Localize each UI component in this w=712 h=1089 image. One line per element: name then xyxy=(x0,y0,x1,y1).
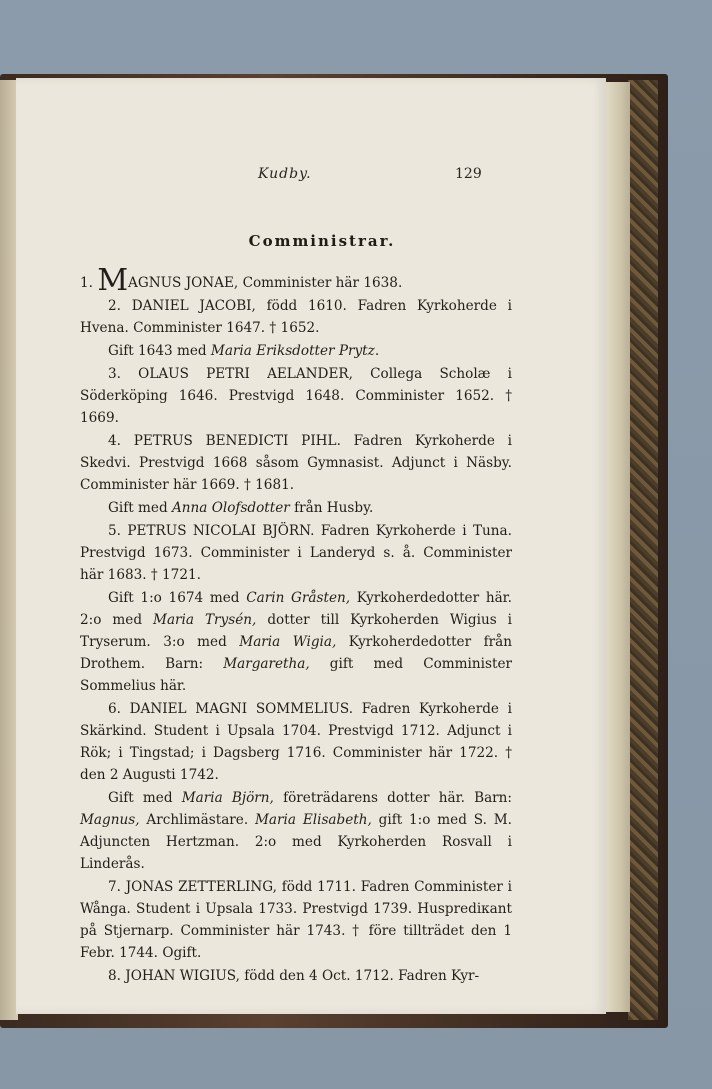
spouse-name: Anna Olofsdotter xyxy=(171,500,290,516)
entry-text: AGNUS JONAE, Comminister här 1638. xyxy=(128,275,403,291)
page-number: 129 xyxy=(455,166,482,182)
page-stack-edge xyxy=(604,82,630,1012)
running-title: Kudby. xyxy=(258,166,312,182)
section-heading xyxy=(0,231,712,250)
entry-4: 4. PETRUS BENEDICTI PIHL. Fadren Kyrkoherde i Skedvi. Prestvigd 1668 såsom Gymnasist. Adjunct i Näsby. Comminister här 1669. † 1681. xyxy=(80,433,512,493)
text: gift 1:o med S. M. Adjuncten Hertzman. 2:o med Kyrkoherden Rosvall i Linderås. xyxy=(80,812,512,872)
spouse-name: Maria Björn, xyxy=(181,790,274,806)
entry-7: 7. JONAS ZETTERLING, född 1711. Fadren Comminister i Wånga. Student i Upsala 1733. Prestvigd 1739. Husprediкant på Stjernarp. Comminister här 1743. † före tillträdet den 1 Febr. 1744. Ogift. xyxy=(80,879,512,961)
entry-3: 3. OLAUS PETRI AELANDER, Collega Scholæ i Söderköping 1646. Prestvigd 1648. Comminister 1652. † 1669. xyxy=(80,366,512,426)
entry-1 xyxy=(80,263,512,298)
spouse-name: Maria Eriksdotter Prytz xyxy=(210,343,375,359)
text: Kyrkoherdedotter från Drothem. Barn: xyxy=(80,634,512,672)
spouse-name: Maria Trysén, xyxy=(153,612,257,628)
entry-8: 8. JOHAN WIGIUS, född den 4 Oct. 1712. Fadren Kyr- xyxy=(108,968,480,984)
marriage-note xyxy=(80,787,512,875)
entry-2: 2. DANIEL JACOBI, född 1610. Fadren Kyrkoherde i Hvena. Comminister 1647. † 1652. xyxy=(80,298,512,336)
child-name: Margaretha, xyxy=(223,656,310,672)
text: Gift 1:o 1674 med xyxy=(108,590,247,606)
entry-6: 6. DANIEL MAGNI SOMMELIUS. Fadren Kyrkoherde i Skärkind. Student i Upsala 1704. Prestvigd 1712. Adjunct i Rök; i Tingstad; i Dagsberg 1716. Comminister här 1722. † den 2 Augusti 1742. xyxy=(80,701,512,783)
marriage-note xyxy=(80,340,512,362)
spouse-name: Maria Wigia, xyxy=(239,634,337,650)
entry-5: 5. PETRUS NICOLAI BJÖRN. Fadren Kyrkoherde i Tuna. Prestvigd 1673. Comminister i Landeryd s. å. Comminister här 1683. † 1721. xyxy=(80,523,512,583)
text: företrädarens dotter här. Barn: xyxy=(273,790,513,806)
text: från Husby. xyxy=(289,500,374,516)
text: gift med Comminister Sommelius här. xyxy=(80,656,512,694)
text: Archlimästare. xyxy=(139,812,256,828)
child-name: Magnus, xyxy=(80,812,140,828)
child-name: Maria Elisabeth, xyxy=(255,812,372,828)
entry-number: 1. xyxy=(80,275,93,291)
text: Gift med xyxy=(108,790,182,806)
text: Kyrkoherdedotter här. 2:o med xyxy=(80,590,512,628)
drop-initial: M xyxy=(97,263,129,298)
text: Gift 1643 med xyxy=(108,343,211,359)
book-spine-edge xyxy=(628,80,658,1020)
text-body xyxy=(80,263,513,988)
spouse-name: Carin Gråsten, xyxy=(246,590,351,606)
text: Gift med xyxy=(108,500,172,516)
marriage-note xyxy=(80,587,512,697)
section-title: Comministrar. xyxy=(248,232,396,250)
text: . xyxy=(374,343,380,359)
marriage-note xyxy=(80,497,512,519)
text: dotter till Kyrkoherden Wigius i Tryserum. 3:o med xyxy=(80,612,513,650)
